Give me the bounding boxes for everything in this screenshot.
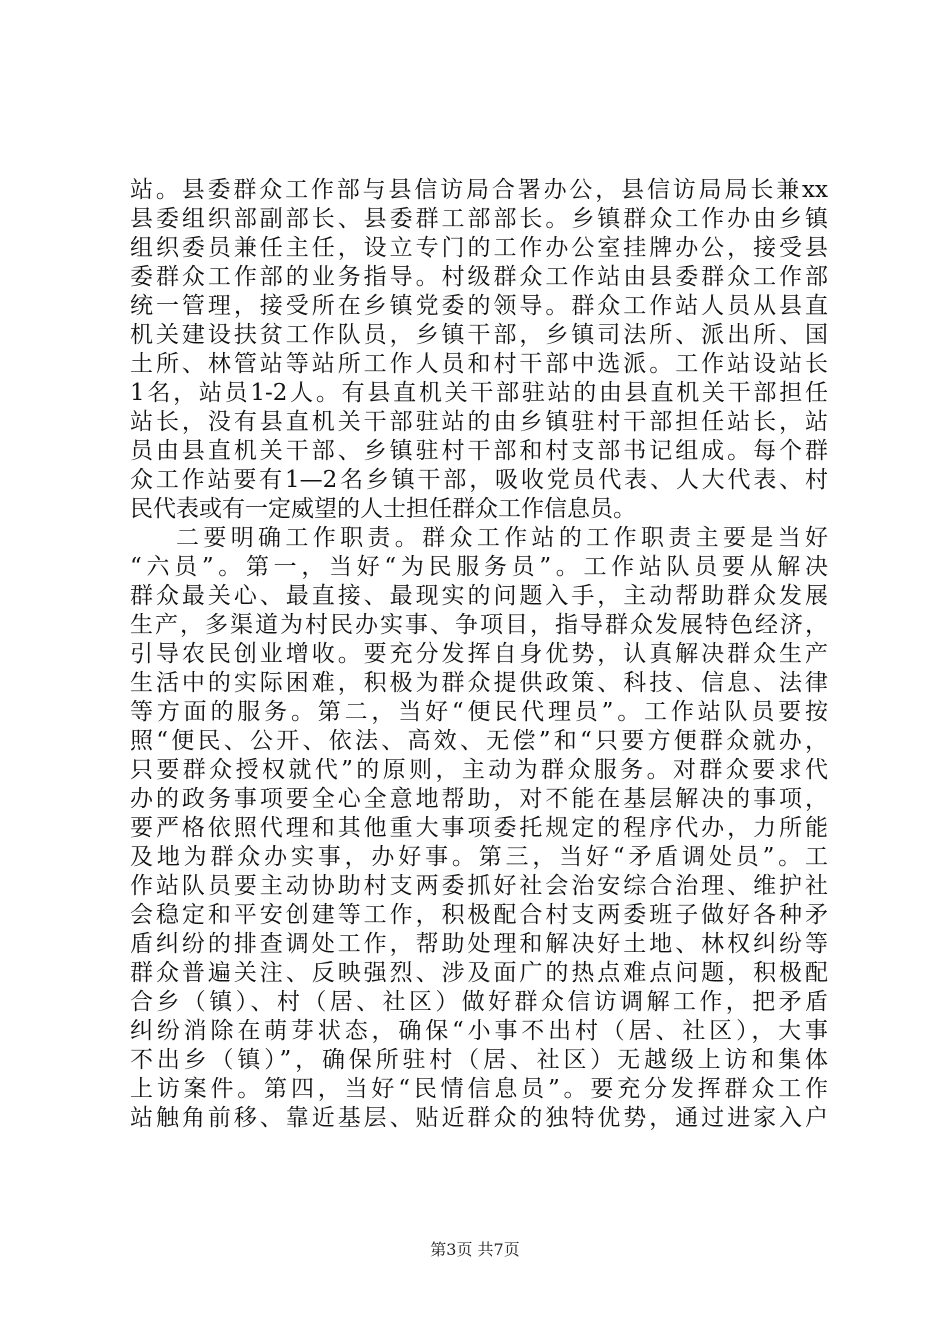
text-line: 办的政务事项要全心全意地帮助，对不能在基层解决的事项， [130,786,828,812]
text-line: 及地为群众办实事，办好事。第三，当好“矛盾调处员”。工 [130,844,828,870]
text-line: 众工作站要有1—2名乡镇干部，吸收党员代表、人大代表、村 [130,467,828,493]
text-line: 土所、林管站等站所工作人员和村干部中选派。工作站设站长 [130,351,828,377]
text-line: 合乡（镇）、村（居、社区）做好群众信访调解工作，把矛盾 [130,989,828,1015]
text-line: “六员”。第一，当好“为民服务员”。工作站队员要从解决 [130,554,828,580]
text-line: 会稳定和平安创建等工作，积极配合村支两委班子做好各种矛 [130,902,828,928]
text-line: 要严格依照代理和其他重大事项委托规定的程序代办，力所能 [130,815,828,841]
text-line: 纠纷消除在萌芽状态，确保“小事不出村（居、社区），大事 [130,1018,828,1044]
text-line: 只要群众授权就代”的原则，主动为群众服务。对群众要求代 [130,757,828,783]
text-line: 县委组织部副部长、县委群工部部长。乡镇群众工作办由乡镇 [130,206,828,232]
text-line: 作站队员要主动协助村支两委抓好社会治安综合治理、维护社 [130,873,828,899]
text-line: 站。县委群众工作部与县信访局合署办公，县信访局局长兼xx [130,177,828,203]
text-line: 机关建设扶贫工作队员，乡镇干部，乡镇司法所、派出所、国 [130,322,828,348]
text-line: 盾纠纷的排查调处工作，帮助处理和解决好土地、林权纠纷等 [130,931,828,957]
text-line: 二要明确工作职责。群众工作站的工作职责主要是当好 [176,525,828,551]
text-line: 委群众工作部的业务指导。村级群众工作站由县委群众工作部 [130,264,828,290]
text-line: 生产，多渠道为村民办实事、争项目，指导群众发展特色经济， [130,612,828,638]
text-line: 引导农民创业增收。要充分发挥自身优势，认真解决群众生产 [130,641,828,667]
text-line: 民代表或有一定威望的人士担任群众工作信息员。 [130,496,636,522]
document-body [130,176,828,1133]
text-line: 员由县直机关干部、乡镇驻村干部和村支部书记组成。每个群 [130,438,828,464]
text-line: 生活中的实际困难，积极为群众提供政策、科技、信息、法律 [130,670,828,696]
text-line: 群众普遍关注、反映强烈、涉及面广的热点难点问题，积极配 [130,960,828,986]
text-line: 群众最关心、最直接、最现实的问题入手，主动帮助群众发展 [130,583,828,609]
text-line: 不出乡（镇）”，确保所驻村（居、社区）无越级上访和集体 [130,1047,828,1073]
text-line: 等方面的服务。第二，当好“便民代理员”。工作站队员要按 [130,699,828,725]
text-line: 1名，站员1-2人。有县直机关干部驻站的由县直机关干部担任 [130,380,828,406]
text-line: 站长，没有县直机关干部驻站的由乡镇驻村干部担任站长，站 [130,409,828,435]
page-number-footer: 第3页 共7页 [430,1240,520,1259]
text-line: 统一管理，接受所在乡镇党委的领导。群众工作站人员从县直 [130,293,828,319]
text-line: 站触角前移、靠近基层、贴近群众的独特优势，通过进家入户 [130,1105,828,1131]
text-line: 组织委员兼任主任，设立专门的工作办公室挂牌办公，接受县 [130,235,828,261]
text-line: 上访案件。第四，当好“民情信息员”。要充分发挥群众工作 [130,1076,828,1102]
text-line: 照“便民、公开、依法、高效、无偿”和“只要方便群众就办， [130,728,828,754]
